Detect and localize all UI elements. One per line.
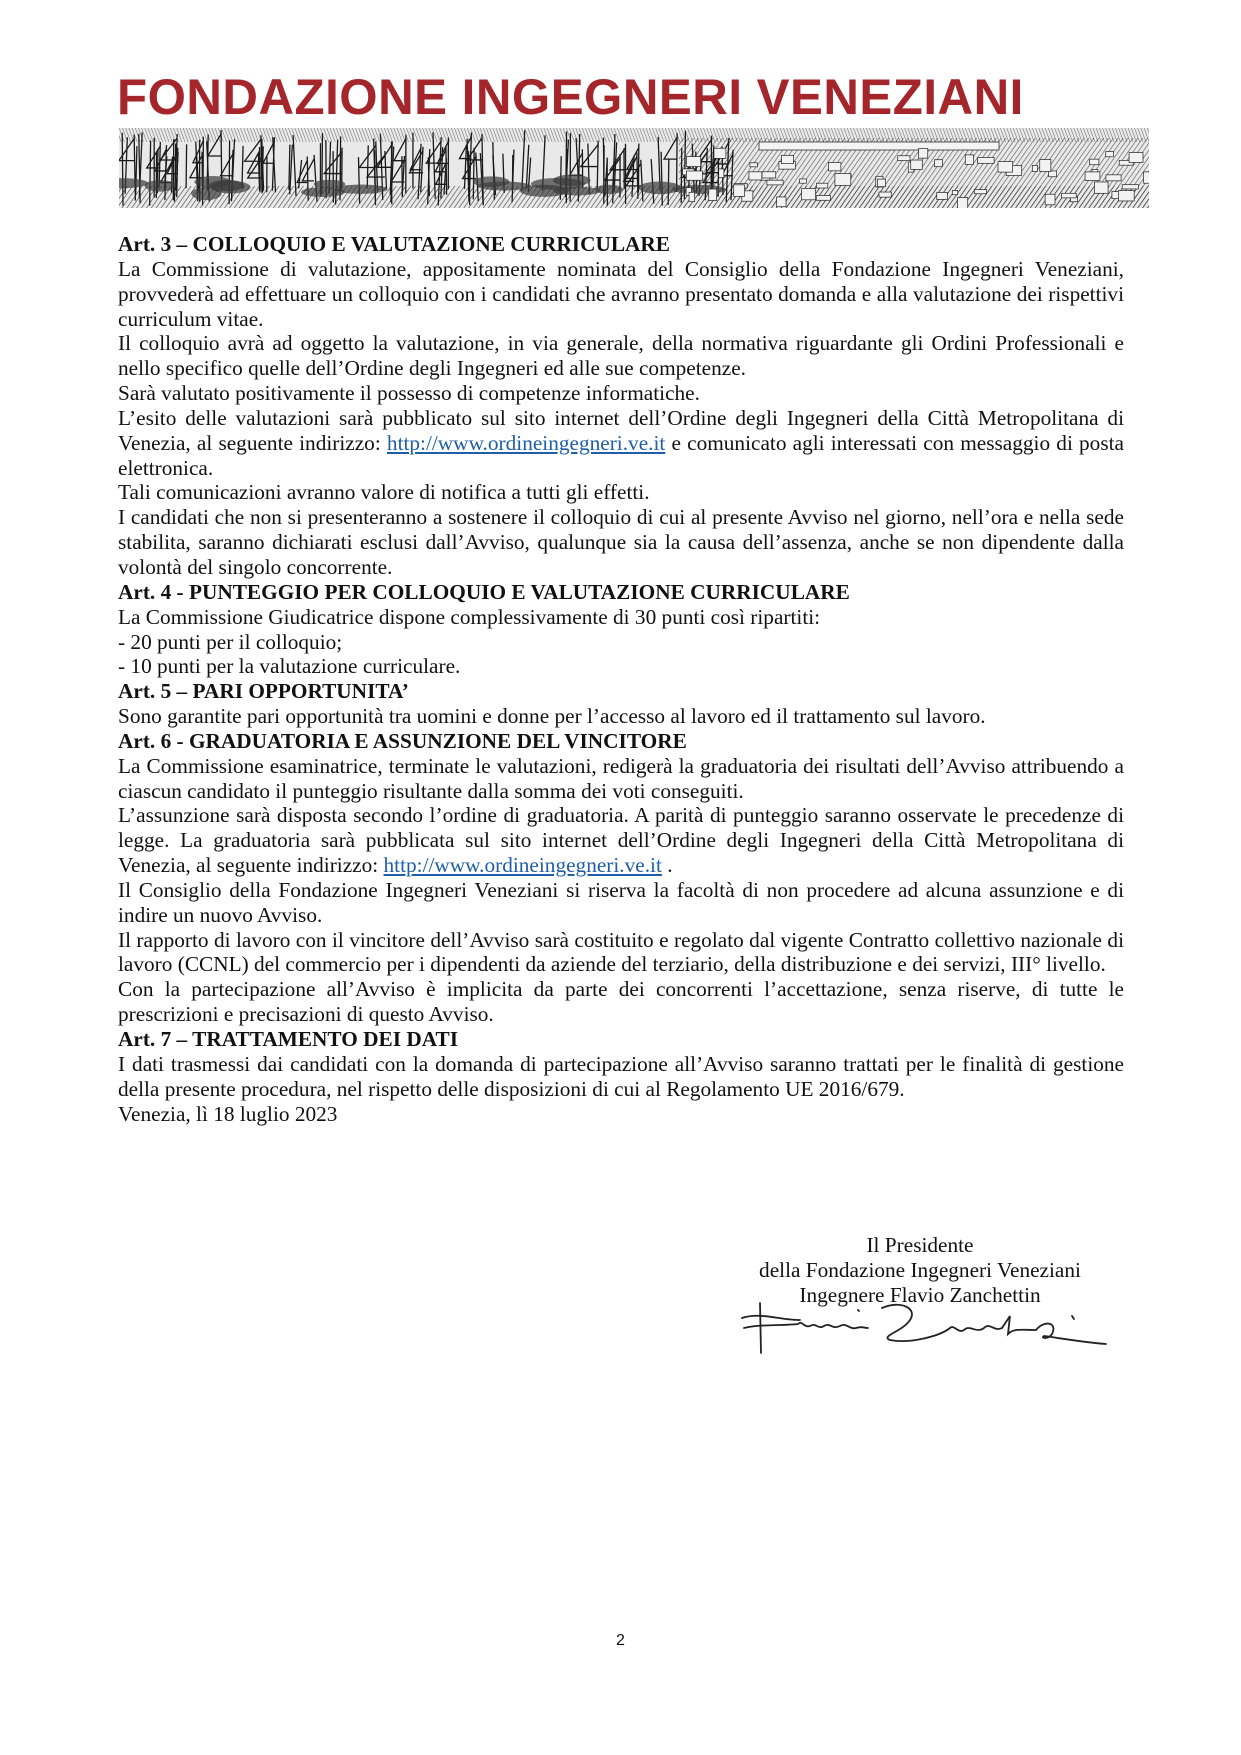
website-link[interactable]: http://www.ordineingegneri.ve.it <box>383 853 662 878</box>
paragraph-text: Il Consiglio della Fondazione Ingegneri Veneziani si riserva la facoltà di non procedere ad alcuna assunzione e di indire un nuovo Avviso. <box>118 877 1124 927</box>
article-heading: Art. 3 – COLLOQUIO E VALUTAZIONE CURRICULARE <box>118 232 671 256</box>
signature-organization: della Fondazione Ingegneri Veneziani <box>759 1257 1081 1282</box>
article-paragraph <box>118 928 1124 978</box>
place-date: Venezia, lì 18 luglio 2023 <box>118 1101 338 1126</box>
paragraph-text: - 20 punti per il colloquio; <box>118 629 343 654</box>
paragraph-text: - 10 punti per la valutazione curriculare. <box>118 654 461 679</box>
article-paragraph <box>118 977 1124 1027</box>
paragraph-text: Il colloquio avrà ad oggetto la valutazione, in via generale, della normativa riguardante gli Ordini Professionali e nello specifico quelle dell’Ordine degli Ingegneri ed alle sue competenze. <box>118 331 1124 381</box>
article-paragraph <box>118 406 1124 481</box>
signature-block <box>700 1233 1140 1308</box>
article-paragraph <box>118 1052 1124 1102</box>
paragraph-text: L’assunzione sarà disposta secondo l’ordine di graduatoria. A parità di punteggio saranno osservate le precedenze di legge. La graduatoria sarà pubblicata sul sito internet dell’Ordine degli Ingegneri della Città Metropolitana di Venezia, al seguente indirizzo: <box>118 803 1124 878</box>
paragraph-text: I dati trasmessi dai candidati con la domanda di partecipazione all’Avviso saranno trattati per le finalità di gestione della presente procedura, nel rispetto delle disposizioni di cui al Regolamento UE 2016/679. <box>118 1051 1124 1101</box>
paragraph-text: Con la partecipazione all’Avviso è implicita da parte dei concorrenti l’accettazione, senza riserve, di tutte le prescrizioni e precisazioni di questo Avviso. <box>118 977 1124 1027</box>
article-heading: Art. 6 - GRADUATORIA E ASSUNZIONE DEL VINCITORE <box>118 728 687 753</box>
paragraph-text: Sono garantite pari opportunità tra uomini e donne per l’accesso al lavoro ed il trattamento sul lavoro. <box>118 704 986 729</box>
website-link[interactable]: http://www.ordineingegneri.ve.it <box>386 430 666 455</box>
article-heading: Art. 5 – PARI OPPORTUNITA’ <box>118 679 409 704</box>
article-paragraph <box>118 505 1124 580</box>
article-paragraph <box>118 803 1124 878</box>
paragraph-text: La Commissione esaminatrice, terminate le valutazioni, redigerà la graduatoria dei risultati dell’Avviso attribuendo a ciascun candidato il punteggio risultante dalla somma dei voti conseguiti. <box>118 753 1124 803</box>
article-paragraph <box>118 754 1124 804</box>
article-paragraph <box>118 878 1124 928</box>
paragraph-text: La Commissione di valutazione, appositamente nominata del Consiglio della Fondazione Ingegneri Veneziani, provvederà ad effettuare un colloquio con i candidati che avranno presentato domanda e alla valutazione dei rispettivi curriculum vitae. <box>118 256 1124 331</box>
article-paragraph <box>118 704 1124 729</box>
paragraph-text: La Commissione Giudicatrice dispone complessivamente di 30 punti così ripartiti: <box>118 604 821 629</box>
article-paragraph <box>118 257 1124 332</box>
signature-title: Il Presidente <box>866 1233 974 1257</box>
article-paragraph <box>118 630 1124 655</box>
article-paragraph <box>118 331 1124 381</box>
article-heading: Art. 4 - PUNTEGGIO PER COLLOQUIO E VALUTAZIONE CURRICULARE <box>118 579 850 604</box>
page-number: 2 <box>616 1632 625 1649</box>
paragraph-text: Tali comunicazioni avranno valore di notifica a tutti gli effetti. <box>118 480 650 505</box>
article-heading: Art. 7 – TRATTAMENTO DEI DATI <box>118 1027 458 1051</box>
letterhead-banner-engraving <box>119 128 1149 208</box>
letterhead-title: FONDAZIONE INGEGNERI VENEZIANI <box>117 69 1024 125</box>
article-paragraph <box>118 654 1124 679</box>
article-paragraph <box>118 381 1124 406</box>
paragraph-text: Sarà valutato positivamente il possesso di competenze informatiche. <box>118 381 700 406</box>
paragraph-text: L’esito delle valutazioni sarà pubblicato sul sito internet dell’Ordine degli Ingegneri della Città Metropolitana di Venezia, al seguente indirizzo: <box>118 405 1124 455</box>
article-paragraph <box>118 605 1124 630</box>
paragraph-text: I candidati che non si presenteranno a sostenere il colloquio di cui al presente Avviso nel giorno, nell’ora e nella sede stabilita, saranno dichiarati esclusi dall’Avviso, qualunque sia la causa dell’assenza, anche se non dipendente dalla volontà del singolo concorrente. <box>118 505 1124 579</box>
paragraph-text: . <box>661 853 673 878</box>
handwritten-signature <box>740 1298 1110 1358</box>
document-body <box>118 232 1124 1126</box>
signature-name: Ingegnere Flavio Zanchettin <box>799 1282 1041 1307</box>
paragraph-text: e comunicato agli interessati con messaggio di posta elettronica. <box>118 430 1124 480</box>
article-paragraph <box>118 480 1124 505</box>
paragraph-text: Il rapporto di lavoro con il vincitore dell’Avviso sarà costituito e regolato dal vigente Contratto collettivo nazionale di lavoro (CCNL) del commercio per i dipendenti da aziende del terziario, della distribuzione e dei servizi, III° livello. <box>118 927 1124 977</box>
